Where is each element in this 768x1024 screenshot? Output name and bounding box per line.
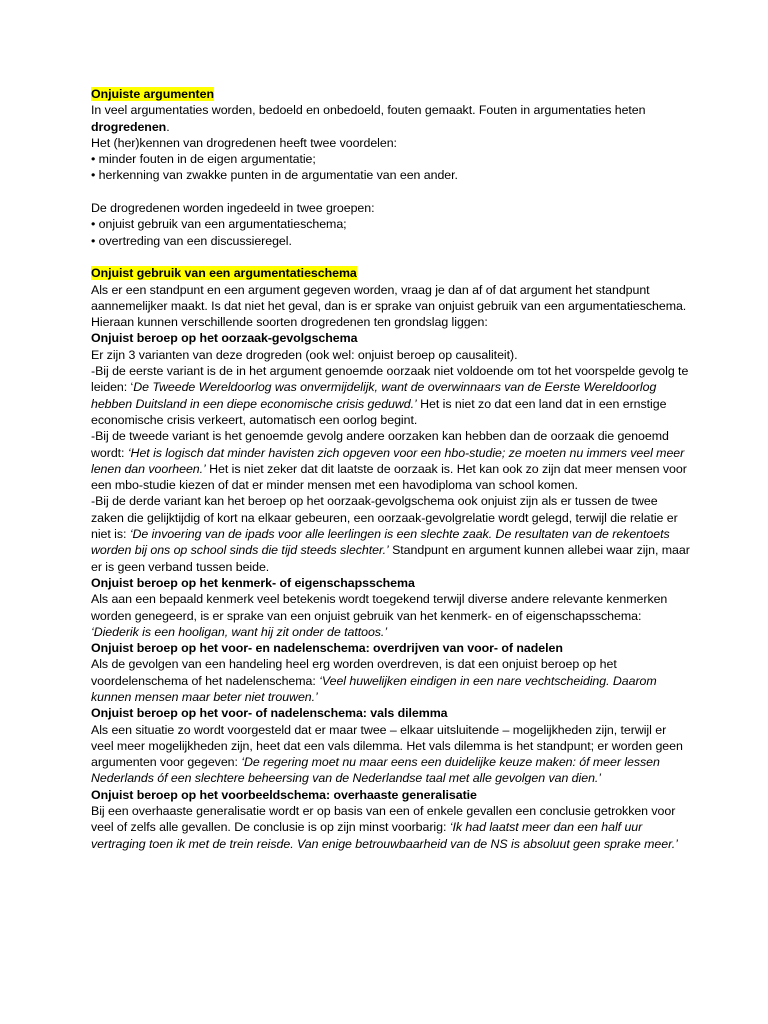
example-quote: ‘Het is logisch dat minder havisten zich opgeven voor een hbo-studie; ze moeten nu immers veel meer lenen dan voorheen.’ (91, 445, 685, 476)
text-run: Als de gevolgen van een handeling heel erg worden overdreven, is dat een onjuist beroep op het voordelenschema of het nadelenschema: (91, 657, 617, 688)
section-heading (91, 265, 691, 281)
paragraph (91, 591, 691, 640)
text-run: . (166, 119, 170, 134)
bullet-item: • minder fouten in de eigen argumentatie; (91, 152, 316, 167)
subheading: Onjuist beroep op het voor- en nadelenschema: overdrijven van voor- of nadelen (91, 641, 563, 656)
paragraph (91, 102, 691, 135)
bullet-item: • herkenning van zwakke punten in de argumentatie van een ander. (91, 168, 458, 183)
subheading: Onjuist beroep op het voorbeeldschema: overhaaste generalisatie (91, 787, 477, 802)
highlighted-heading: Onjuist gebruik van een argumentatieschema (91, 266, 357, 281)
paragraph: Als er een standpunt en een argument gegeven worden, vraag je dan af of dat argument het standpunt aannemelijker maakt. Is dat niet het geval, dan is er sprake van onjuist gebruik van een argumentatieschema. Hieraan kunnen verschillende soorten drogredenen ten grondslag liggen: (91, 282, 687, 330)
example-quote: ‘De regering moet nu maar eens een duidelijke keuze maken: óf meer lessen Nederlands óf een slechtere beheersing van de Nederlandse taal met alle gevolgen van dien.’ (91, 755, 660, 786)
subheading: Onjuist beroep op het kenmerk- of eigenschapsschema (91, 575, 415, 590)
bold-term: drogredenen (91, 119, 167, 134)
example-quote: ‘Veel huwelijken eindigen in een nare vechtscheiding. Daarom kunnen mensen maar beter niet trouwen.’ (91, 673, 657, 704)
text-run: Standpunt en argument kunnen allebei waar zijn, maar er is geen verband tussen beide. (91, 543, 690, 574)
paragraph (91, 428, 691, 493)
paragraph (91, 656, 691, 705)
text-run: -Bij de derde variant kan het beroep op het oorzaak-gevolgschema ook onjuist zijn als er tussen de twee zaken die gelijktijdig of kort na elkaar gebeuren, een oorzaak-gevolgrelatie wordt gelegd, terwijl die relatie er niet is: (91, 494, 678, 542)
bullet-item: • overtreding van een discussieregel. (91, 233, 292, 248)
paragraph: De drogredenen worden ingedeeld in twee groepen: (91, 201, 375, 216)
paragraph: Er zijn 3 varianten van deze drogreden (ook wel: onjuist beroep op causaliteit). (91, 347, 518, 362)
text-run: -Bij de tweede variant is het genoemde gevolg andere oorzaken kan hebben dan de oorzaak die genoemd wordt: (91, 429, 669, 460)
paragraph: Het (her)kennen van drogredenen heeft twee voordelen: (91, 135, 397, 150)
example-quote: ‘De invoering van de ipads voor alle leerlingen is een slechte zaak. De resultaten van de rekentoets worden bij ons op school sinds die tijd steeds slechter.’ (91, 527, 670, 558)
paragraph (91, 493, 691, 574)
text-run: In veel argumentaties worden, bedoeld en onbedoeld, fouten gemaakt. Fouten in argumentaties heten (91, 103, 646, 118)
text-run: -Bij de eerste variant is de in het argument genoemde oorzaak niet voldoende om tot het voorspelde gevolg te leiden: ‘ (91, 364, 689, 395)
text-run: Het is niet zo dat een land dat in een ernstige economische crisis verkeert, automatisch een oorlog begint. (91, 396, 667, 427)
text-run: Bij een overhaaste generalisatie wordt er op basis van een of enkele gevallen een conclusie getrokken voor veel of zelfs alle gevallen. De conclusie is op zijn minst voorbarig: (91, 804, 676, 835)
bullet-item: • onjuist gebruik van een argumentatieschema; (91, 217, 347, 232)
example-quote: ‘Ik had laatst meer dan een half uur vertraging toen ik met de trein reisde. Van enige betrouwbaarheid van de NS is absoluut geen sprake meer.’ (91, 820, 678, 851)
spacer (91, 184, 691, 200)
paragraph (91, 722, 691, 787)
document-content (91, 86, 691, 852)
spacer (91, 249, 691, 265)
example-quote: De Tweede Wereldoorlog was onvermijdelijk, want de overwinnaars van de Eerste Wereldoorlog hebben Duitsland in een diepe economische crisis geduwd.’ (91, 380, 657, 411)
section-heading (91, 86, 691, 102)
example-quote: ‘Diederik is een hooligan, want hij zit onder de tattoos.’ (91, 624, 388, 639)
subheading: Onjuist beroep op het voor- of nadelenschema: vals dilemma (91, 706, 448, 721)
paragraph (91, 803, 691, 852)
paragraph (91, 363, 691, 428)
text-run: Als aan een bepaald kenmerk veel betekenis wordt toegekend terwijl diverse andere relevante kenmerken worden genegeerd, is er sprake van een onjuist gebruik van het kenmerk- en of eigenschapsschema: (91, 592, 668, 623)
text-run: Het is niet zeker dat dit laatste de oorzaak is. Het kan ook zo zijn dat meer mensen voor een mbo-studie kiezen of dat er minder mensen met een havodiploma van school komen. (91, 461, 687, 493)
subheading: Onjuist beroep op het oorzaak-gevolgschema (91, 331, 358, 346)
text-run: Als een situatie zo wordt voorgesteld dat er maar twee – elkaar uitsluitende – mogelijkheden zijn, terwijl er veel meer mogelijkheden zijn, heet dat een vals dilemma. Het vals dilemma is het standpunt; er worden geen argumenten voor gegeven: (91, 722, 683, 770)
highlighted-heading: Onjuiste argumenten (91, 87, 214, 101)
